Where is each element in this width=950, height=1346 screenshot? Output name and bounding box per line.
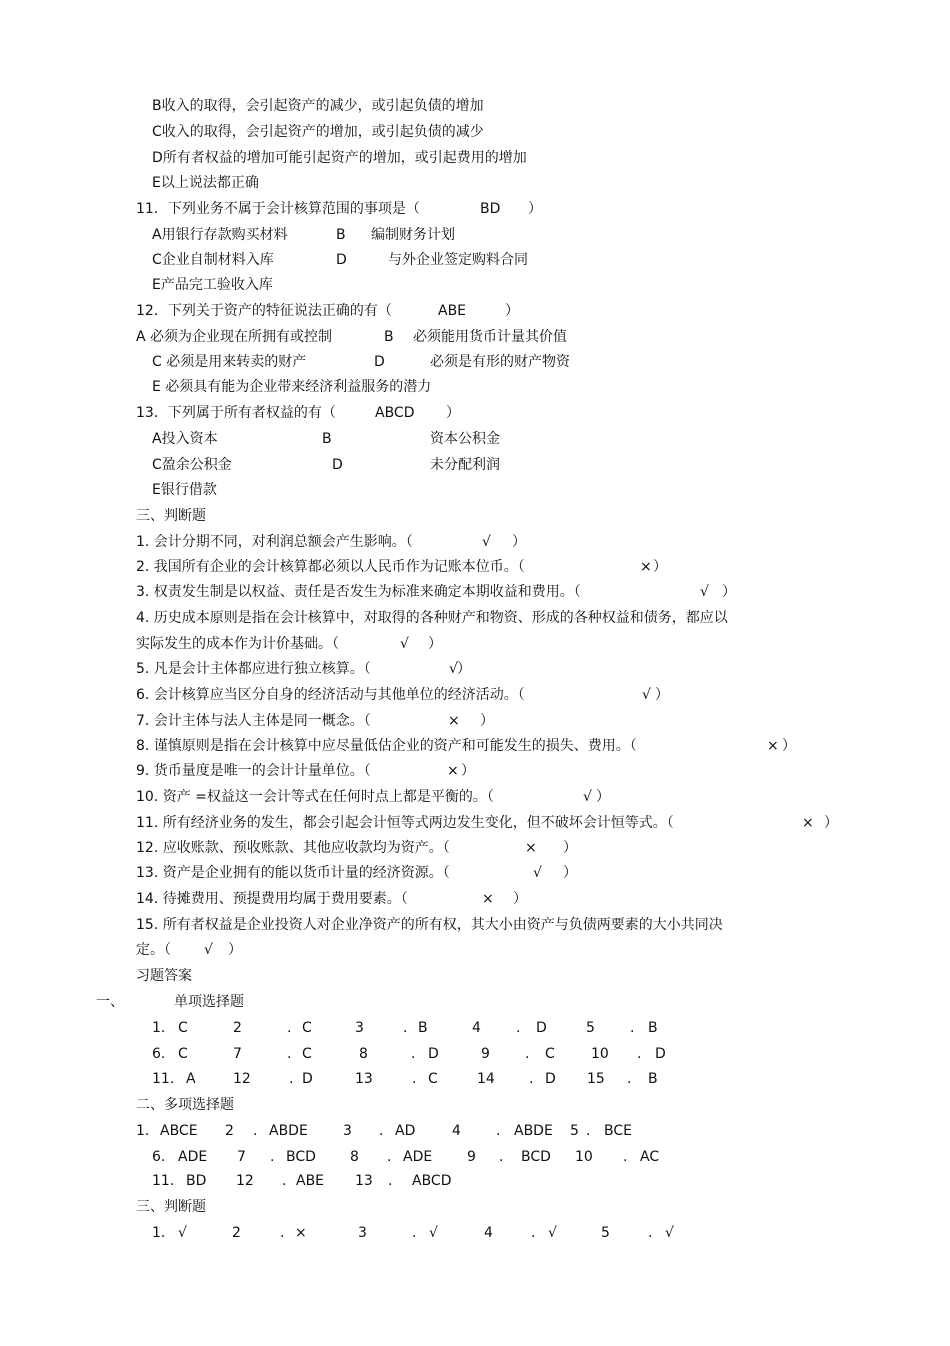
single-answer: A [186,1071,196,1087]
single-number: 11. [152,1071,175,1087]
q11-option-d-letter: D [336,252,347,268]
multi-dot: . [270,1149,275,1165]
single-dot: . [516,1020,521,1036]
multi-number: 4 [452,1123,461,1139]
judgment-1-close: ） [512,534,526,550]
multi-answer: AD [395,1123,416,1139]
multi-number: 8 [350,1149,359,1165]
judge-answer-mark: √ [548,1225,557,1241]
answers-heading: 习题答案 [136,968,192,984]
multi-dot: . [253,1123,258,1139]
judgment-2-text: 2. 我国所有企业的会计核算都必须以人民币作为记账本位币。（ [136,559,525,575]
judgment-5-mark: √ [449,661,458,677]
multi-dot: . [388,1173,393,1189]
single-answer: C [178,1020,188,1036]
multi-answer: ADE [403,1149,433,1165]
single-dot: . [403,1020,408,1036]
multi-answer: ABCD [412,1173,452,1189]
single-dot: . [627,1071,632,1087]
q11-answer: BD [480,201,501,217]
q12-option-b-letter: B [384,329,394,345]
q13-answer: ABCD [375,405,415,421]
q13-stem: 13．下列属于所有者权益的有（ [136,405,336,421]
section2-title: 二、多项选择题 [136,1097,234,1113]
q12-close: ） [505,303,519,319]
judgment-5-close: ） [457,661,471,677]
q10-option-c: C收入的取得，会引起资产的增加，或引起负债的减少 [152,124,484,140]
judgment-12-close: ） [563,840,577,856]
multi-answer: ABCE [160,1123,198,1139]
single-dot: . [637,1046,642,1062]
judgment-15-text: 15. 所有者权益是企业投资人对企业净资产的所有权，其大小由资产与负债两要素的大小共同决 [136,917,723,933]
multi-dot: . [623,1149,628,1165]
multi-number: 9 [467,1149,476,1165]
single-answer: C [302,1020,312,1036]
single-number: 1. [152,1020,166,1036]
judgment-10-mark: √ [583,789,592,805]
single-number: 4 [472,1020,481,1036]
multi-dot: . [387,1149,392,1165]
multi-number: 12 [236,1173,254,1189]
judge-answer-number: 2 [232,1225,241,1241]
single-answer: D [302,1071,313,1087]
section3-title: 三、判断题 [136,1199,206,1215]
q12-option-e: E 必须具有能为企业带来经济利益服务的潜力 [152,379,432,395]
multi-number: 3 [343,1123,352,1139]
single-answer: C [302,1046,312,1062]
multi-number: 5 [570,1123,579,1139]
q11-option-a: A用银行存款购买材料 [152,227,288,243]
judge-answer-dot: . [648,1225,653,1241]
judgment-15-text-line2: 定。（ [136,942,171,958]
multi-number: 10 [575,1149,593,1165]
judgment-4-text: 4. 历史成本原则是指在会计核算中，对取得的各种财产和物资、形成的各种权益和债务，都应以 [136,610,728,626]
single-number: 2 [233,1020,242,1036]
q12-option-d-letter: D [374,354,385,370]
multi-answer: BD [186,1173,207,1189]
q12-option-a: A 必须为企业现在所拥有或控制 [136,329,333,345]
judgment-4-close: ） [428,636,442,652]
single-number: 10 [591,1046,609,1062]
q11-stem: 11．下列业务不属于会计核算范围的事项是（ [136,201,420,217]
judgment-4-text-line2: 实际发生的成本作为计价基础。（ [136,636,339,652]
judgment-10-close: ） [596,789,610,805]
judge-answer-mark: √ [429,1225,438,1241]
multi-number: 1. [136,1123,150,1139]
judgment-12-text: 12. 应收账款、预收账款、其他应收款均为资产。（ [136,840,450,856]
q13-option-a: A投入资本 [152,431,218,447]
single-number: 15 [587,1071,605,1087]
q13-option-b-letter: B [322,431,332,447]
single-dot: . [287,1046,292,1062]
judge-answer-dot: . [531,1225,536,1241]
judgment-11-mark: × [802,815,814,831]
multi-number: 7 [237,1149,246,1165]
q11-option-b-letter: B [336,227,346,243]
judgment-heading: 三、判断题 [136,508,206,524]
judgment-3-close: ） [722,584,736,600]
judge-answer-mark: √ [665,1225,674,1241]
multi-dot: . [379,1123,384,1139]
single-number: 5 [586,1020,595,1036]
single-dot: . [525,1046,530,1062]
q13-option-e: E银行借款 [152,482,217,498]
judgment-8-text: 8. 谨慎原则是指在会计核算中应尽量低估企业的资产和可能发生的损失、费用。（ [136,738,637,754]
judgment-13-close: ） [563,865,577,881]
single-answer: C [545,1046,555,1062]
single-answer: C [428,1071,438,1087]
multi-dot: . [282,1173,287,1189]
single-answer: B [648,1071,658,1087]
judge-answer-mark: √ [178,1225,187,1241]
single-number: 7 [233,1046,242,1062]
q11-option-b: 编制财务计划 [371,227,455,243]
multi-answer: AC [640,1149,660,1165]
single-number: 14 [477,1071,495,1087]
judge-answer-number: 4 [484,1225,493,1241]
single-dot: . [411,1046,416,1062]
multi-number: 6. [152,1149,166,1165]
judgment-2-mark: × [640,559,652,575]
judge-answer-number: 5 [601,1225,610,1241]
judgment-8-mark: × [767,738,779,754]
single-dot: . [529,1071,534,1087]
judgment-1-mark: √ [482,534,491,550]
judgment-1-text: 1. 会计分期不同，对利润总额会产生影响。（ [136,534,413,550]
single-answer: D [536,1020,547,1036]
judgment-14-mark: × [482,891,494,907]
single-dot: . [287,1020,292,1036]
single-answer: D [655,1046,666,1062]
multi-dot: . [496,1123,501,1139]
judgment-13-text: 13. 资产是企业拥有的能以货币计量的经济资源。（ [136,865,450,881]
judgment-3-mark: √ [700,584,709,600]
q11-option-c: C企业自制材料入库 [152,252,274,268]
multi-dot: . [586,1123,591,1139]
judgment-6-close: ） [655,687,669,703]
multi-answer: BCE [604,1123,632,1139]
judgment-4-mark: √ [400,636,409,652]
judgment-3-text: 3. 权责发生制是以权益、责任是否发生为标准来确定本期收益和费用。（ [136,584,581,600]
judgment-13-mark: √ [533,865,542,881]
judgment-10-text: 10. 资产 =权益这一会计等式在任何时点上都是平衡的。（ [136,789,494,805]
q12-stem: 12．下列关于资产的特征说法正确的有（ [136,303,392,319]
q12-option-d: 必须是有形的财产物资 [430,354,570,370]
judgment-15-mark: √ [204,942,213,958]
q10-option-b: B收入的取得，会引起资产的减少，或引起负债的增加 [152,98,484,114]
judgment-12-mark: × [525,840,537,856]
single-answer: D [545,1071,556,1087]
multi-answer: BCD [521,1149,551,1165]
multi-answer: ABDE [269,1123,308,1139]
q11-close: ） [528,201,542,217]
judgment-15-close: ） [228,942,242,958]
single-number: 12 [233,1071,251,1087]
judgment-11-close: ） [824,815,838,831]
single-number: 8 [359,1046,368,1062]
judgment-9-close: ） [461,763,475,779]
single-answer: C [178,1046,188,1062]
q11-option-e: E产品完工验收入库 [152,277,273,293]
judgment-14-close: ） [513,891,527,907]
judgment-5-text: 5. 凡是会计主体都应进行独立核算。（ [136,661,371,677]
judgment-8-close: ） [782,738,796,754]
judgment-9-mark: × [447,763,459,779]
multi-answer: BCD [286,1149,316,1165]
judgment-6-text: 6. 会计核算应当区分自身的经济活动与其他单位的经济活动。（ [136,687,525,703]
q10-option-d: D所有者权益的增加可能引起资产的增加，或引起费用的增加 [152,150,527,166]
judgment-7-close: ） [480,713,494,729]
judgment-7-text: 7. 会计主体与法人主体是同一概念。（ [136,713,371,729]
single-number: 9 [481,1046,490,1062]
multi-number: 11. [152,1173,175,1189]
section1-number: 一、 [96,994,124,1010]
q12-option-b: 必须能用货币计量其价值 [413,329,567,345]
judge-answer-mark: × [295,1225,307,1241]
judge-answer-dot: . [412,1225,417,1241]
judgment-14-text: 14. 待摊费用、预提费用均属于费用要素。（ [136,891,408,907]
single-dot: . [630,1020,635,1036]
single-dot: . [289,1071,294,1087]
single-answer: D [428,1046,439,1062]
section1-title: 单项选择题 [174,994,244,1010]
single-number: 13 [355,1071,373,1087]
q13-option-d-letter: D [332,457,343,473]
single-answer: B [418,1020,428,1036]
judgment-7-mark: × [448,713,460,729]
judgment-6-mark: √ [642,687,651,703]
q12-answer: ABE [438,303,467,319]
multi-number: 13 [355,1173,373,1189]
judgment-2-close: ） [653,559,667,575]
multi-dot: . [499,1149,504,1165]
judge-answer-dot: . [280,1225,285,1241]
judgment-11-text: 11. 所有经济业务的发生，都会引起会计恒等式两边发生变化，但不破坏会计恒等式。（ [136,815,674,831]
q13-close: ） [446,405,460,421]
judge-answer-number: 3 [358,1225,367,1241]
single-number: 3 [355,1020,364,1036]
judgment-9-text: 9. 货币量度是唯一的会计计量单位。（ [136,763,371,779]
q13-option-d: 未分配利润 [430,457,500,473]
multi-answer: ABE [296,1173,325,1189]
judge-answer-number: 1. [152,1225,166,1241]
multi-answer: ADE [178,1149,208,1165]
single-number: 6. [152,1046,166,1062]
q10-option-e: E以上说法都正确 [152,175,259,191]
single-answer: B [648,1020,658,1036]
multi-number: 2 [225,1123,234,1139]
multi-answer: ABDE [514,1123,553,1139]
q12-option-c: C 必须是用来转卖的财产 [152,354,307,370]
q13-option-c: C盈余公积金 [152,457,232,473]
q11-option-d: 与外企业签定购料合同 [388,252,528,268]
single-dot: . [412,1071,417,1087]
q13-option-b: 资本公积金 [430,431,500,447]
